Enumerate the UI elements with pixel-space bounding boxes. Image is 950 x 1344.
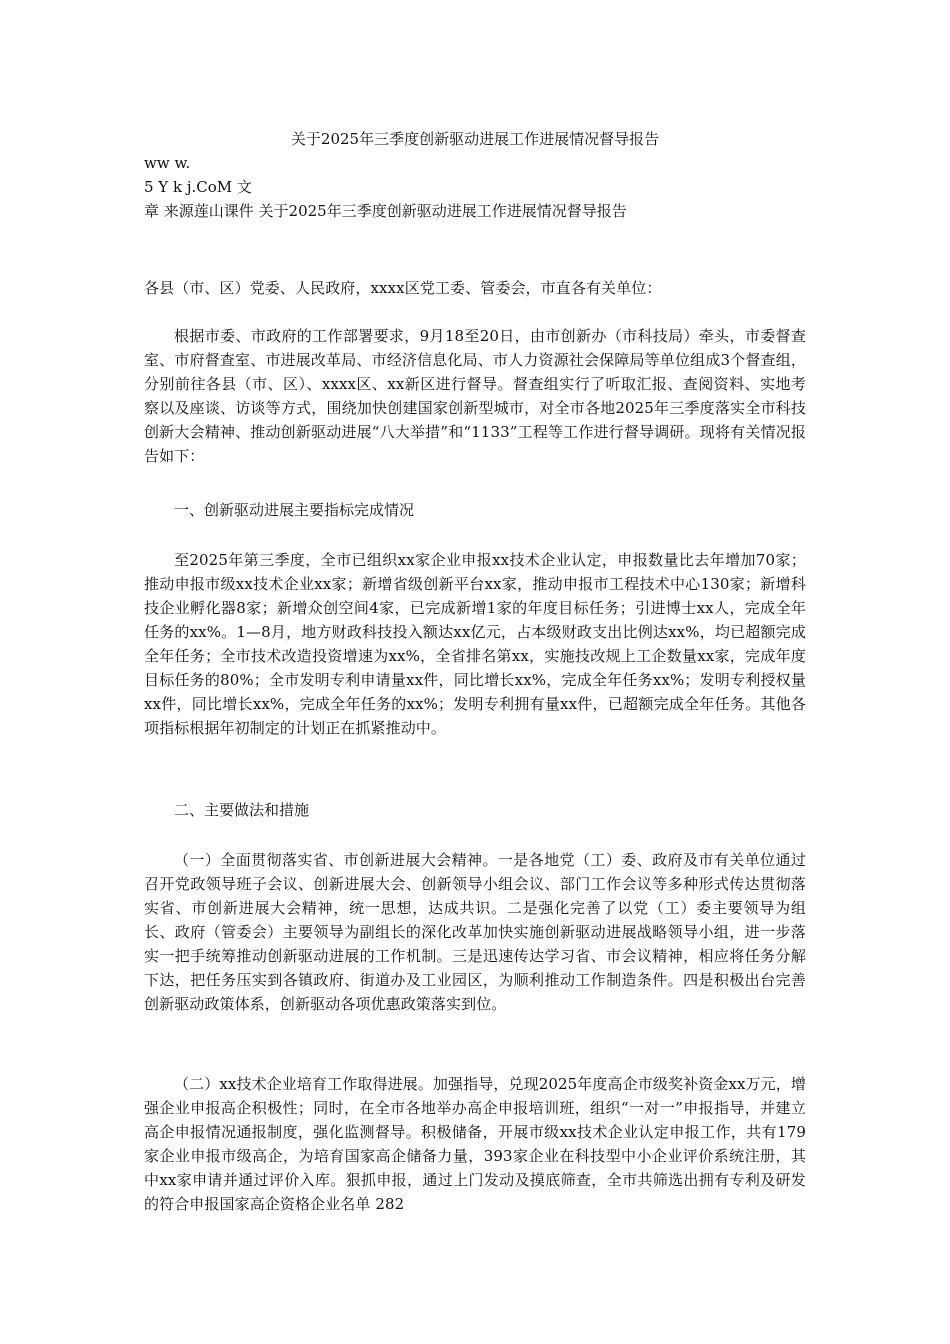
salutation: 各县（市、区）党委、人民政府，xxxx区党工委、管委会，市直各有关单位： — [144, 279, 662, 297]
section-1-body: 至2025年第三季度，全市已组织xx家企业申报xx技术企业认定，申报数量比去年增加70家；推动申报市级xx技术企业xx家；新增省级创新平台xx家，推动申报市工程技术中心130家；新增科技企业孵化器8家；新增众创空间4家，已完成新增1家的年度目标任务；引进博士xx人，完成全年任务的xx%。1—8月，地方财政科技投入额达xx亿元，占本级财政支出比例达xx%，均已超额完成全年任务；全市技术改造投资增速为xx%，全省排名第xx，实施技改规上工企数量xx家，完成年度目标任务的80%；全市发明专利申请量xx件，同比增长xx%，完成全年任务xx%；发明专利授权量xx件，同比增长xx%，完成全年任务的xx%；发明专利拥有量xx件，已超额完成全年任务。其他各项指标根据年初制定的计划正在抓紧推动中。 — [144, 551, 806, 737]
section-2-paragraph-2: （二）xx技术企业培育工作取得进展。加强指导，兑现2025年度高企市级奖补资金xx万元，增强企业申报高企积极性；同时，在全市各地举办高企申报培训班，组织“一对一”申报指导，并建立高企申报情况通报制度，强化监测督导。积极储备，开展市级xx技术企业认定申报工作，共有179家企业申报市级高企，为培育国家高企储备力量，393家企业在科技型中小企业评价系统注册，其中xx家申请并通过评价入库。狠抓申报，通过上门发动及摸底筛查，全市共筛选出拥有专利及研发的符合申报国家高企资格企业名单 282 — [144, 1075, 806, 1213]
source-line-1: ww w. — [144, 154, 191, 172]
document-title: 关于2025年三季度创新驱动进展工作进展情况督导报告 — [290, 130, 660, 148]
source-line-2: 5 Y k j.CoM 文 — [144, 178, 252, 196]
intro-paragraph: 根据市委、市政府的工作部署要求，9月18至20日，由市创新办（市科技局）牵头，市委督查室、市府督查室、市进展改革局、市经济信息化局、市人力资源社会保障局等单位组成3个督查组，分别前往各县（市、区）、xxxx区、xx新区进行督导。督查组实行了听取汇报、查阅资料、实地考察以及座谈、访谈等方式，围绕加快创建国家创新型城市，对全市各地2025年三季度落实全市科技创新大会精神、推动创新驱动进展“八大举措”和“1133”工程等工作进行督导调研。现将有关情况报告如下： — [144, 327, 806, 465]
section-2-heading: 二、主要做法和措施 — [174, 801, 310, 819]
section-1-heading: 一、创新驱动进展主要指标完成情况 — [174, 501, 415, 519]
source-line-3: 章 来源莲山课件 关于2025年三季度创新驱动进展工作进展情况督导报告 — [144, 202, 627, 220]
section-2-paragraph-1: （一）全面贯彻落实省、市创新进展大会精神。一是各地党（工）委、政府及市有关单位通过召开党政领导班子会议、创新进展大会、创新领导小组会议、部门工作会议等多种形式传达贯彻落实省、市创新进展大会精神，统一思想，达成共识。二是强化完善了以党（工）委主要领导为组长、政府（管委会）主要领导为副组长的深化改革加快实施创新驱动进展战略领导小组，进一步落实一把手统筹推动创新驱动进展的工作机制。三是迅速传达学习省、市会议精神，相应将任务分解下达，把任务压实到各镇政府、街道办及工业园区，为顺利推动工作制造条件。四是积极出台完善创新驱动政策体系，创新驱动各项优惠政策落实到位。 — [144, 851, 806, 1013]
